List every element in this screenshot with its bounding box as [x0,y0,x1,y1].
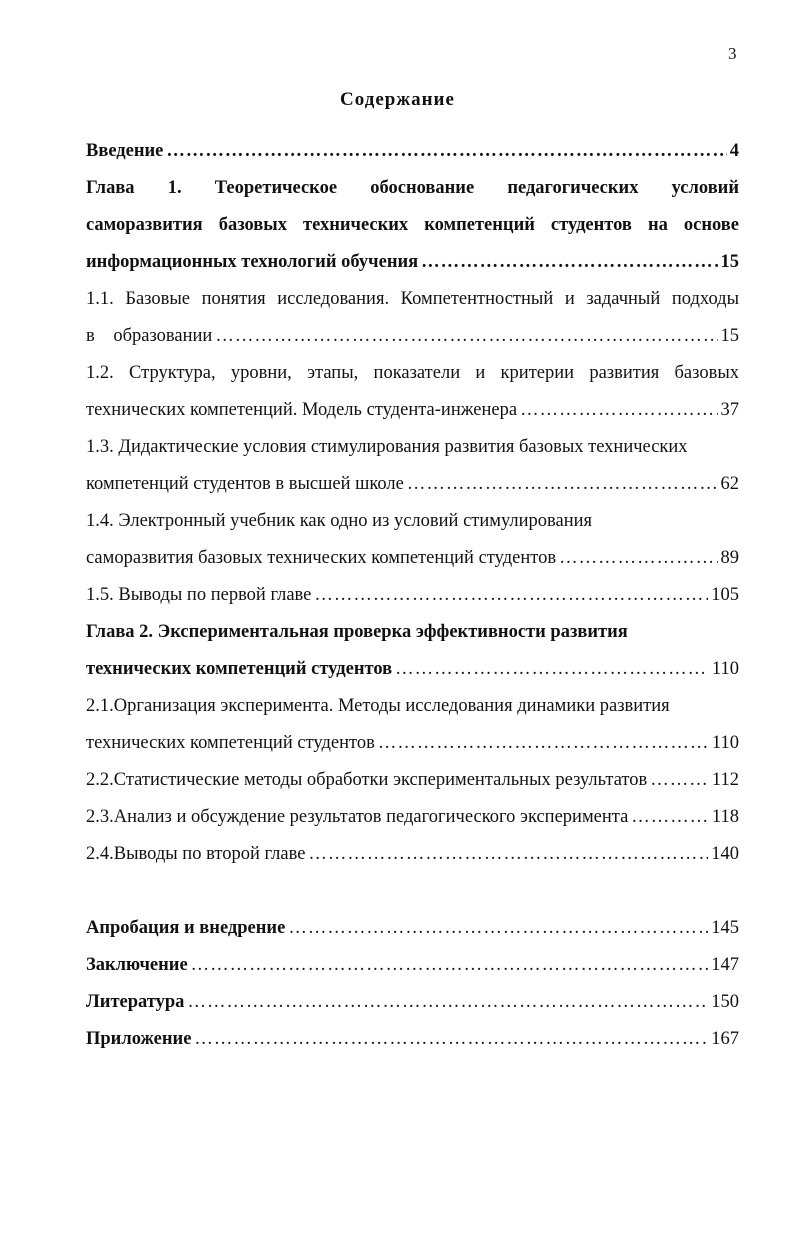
toc-entry-page: 62 [720,474,739,494]
toc-entry-chapter1[interactable] [86,244,739,281]
leader-dots [314,577,708,614]
toc-entry-section-1-5[interactable] [86,577,739,614]
page-number: 3 [728,44,737,63]
toc-entry-page: 15 [720,326,739,346]
table-of-contents [86,133,739,1058]
leader-dots [288,910,708,947]
leader-dots [559,540,717,577]
toc-entry-section-1-2[interactable] [86,392,739,429]
toc-entry-page: 37 [720,400,739,420]
chapter1-heading-line2[interactable]: саморазвития базовых технических компетенций студентов на основе [86,215,739,235]
toc-entry-page: 89 [720,548,739,568]
toc-entry-literature[interactable] [86,984,739,1021]
toc-entry-section-1-1[interactable] [86,318,739,355]
toc-entry-page: 112 [711,770,739,790]
section-1-4-line1[interactable]: 1.4. Электронный учебник как одно из условий стимулирования [86,511,593,531]
toc-entry-chapter2[interactable] [86,651,739,688]
toc-entry-page: 110 [711,733,739,753]
chapter1-heading-line1[interactable]: Глава 1. Теоретическое обоснование педагогических условий [86,178,739,198]
section-2-4-label: 2.4.Выводы по второй главе [86,844,306,864]
leader-dots [187,984,708,1021]
section-2-2-label: 2.2.Статистические методы обработки экспериментальных результатов [86,770,648,790]
leader-dots [308,836,708,873]
toc-entry-page: 140 [711,844,739,864]
toc-entry-section-1-4[interactable] [86,540,739,577]
toc-entry-label: Литература [86,992,185,1012]
leader-dots [631,799,709,836]
toc-entry-section-2-4[interactable] [86,836,739,873]
section-1-3-line2: компетенций студентов в высшей школе [86,474,404,494]
toc-entry-page: 15 [720,252,739,272]
toc-entry-section-2-1[interactable] [86,725,739,762]
toc-entry-page: 145 [711,918,739,938]
toc-entry-approbation[interactable] [86,910,739,947]
toc-entry-section-2-2[interactable] [86,762,739,799]
toc-entry-page: 118 [711,807,739,827]
leader-dots [407,466,718,503]
toc-entry-page: 167 [711,1029,739,1049]
toc-entry-page: 110 [711,659,739,679]
toc-entry-appendix[interactable] [86,1021,739,1058]
section-1-2-line2: технических компетенций. Модель студента-инженера [86,400,518,420]
toc-entry-page: 4 [729,141,739,161]
toc-entry-conclusion[interactable] [86,947,739,984]
section-1-3-line1[interactable]: 1.3. Дидактические условия стимулирования развития базовых технических [86,437,688,457]
toc-entry-section-1-3[interactable] [86,466,739,503]
page-title: Содержание [340,89,455,110]
toc-entry-label: Апробация и внедрение [86,918,286,938]
toc-entry-page: 105 [711,585,739,605]
section-2-1-line1[interactable]: 2.1.Организация эксперимента. Методы исследования динамики развития [86,696,670,716]
toc-entry-label: Приложение [86,1029,192,1049]
chapter2-heading-line1[interactable]: Глава 2. Экспериментальная проверка эффективности развития [86,622,628,642]
toc-entry-section-2-3[interactable] [86,799,739,836]
spacer [86,873,739,910]
leader-dots [378,725,709,762]
section-1-4-line2: саморазвития базовых технических компетенций студентов [86,548,557,568]
leader-dots [215,318,717,355]
section-1-5-label: 1.5. Выводы по первой главе [86,585,312,605]
leader-dots [194,1021,708,1058]
section-2-3-label: 2.3.Анализ и обсуждение результатов педагогического эксперимента [86,807,629,827]
section-1-1-line1[interactable]: 1.1. Базовые понятия исследования. Компетентностный и задачный подходы [86,289,739,309]
toc-entry-label: Заключение [86,955,188,975]
section-1-2-line1[interactable]: 1.2. Структура, уровни, этапы, показатели и критерии развития базовых [86,363,739,383]
toc-entry-page: 150 [711,992,739,1012]
toc-entry-label: Введение [86,141,164,161]
section-1-1-line2: в образовании [86,326,213,346]
leader-dots [520,392,717,429]
toc-entry-page: 147 [711,955,739,975]
leader-dots [650,762,709,799]
leader-dots [421,244,717,281]
leader-dots [166,133,726,170]
section-2-1-line2: технических компетенций студентов [86,733,375,753]
leader-dots [191,947,709,984]
chapter2-heading-line2: технических компетенций студентов [86,659,393,679]
chapter1-heading-line3: информационных технологий обучения [86,252,419,272]
leader-dots [395,651,709,688]
toc-entry-intro[interactable] [86,133,739,170]
